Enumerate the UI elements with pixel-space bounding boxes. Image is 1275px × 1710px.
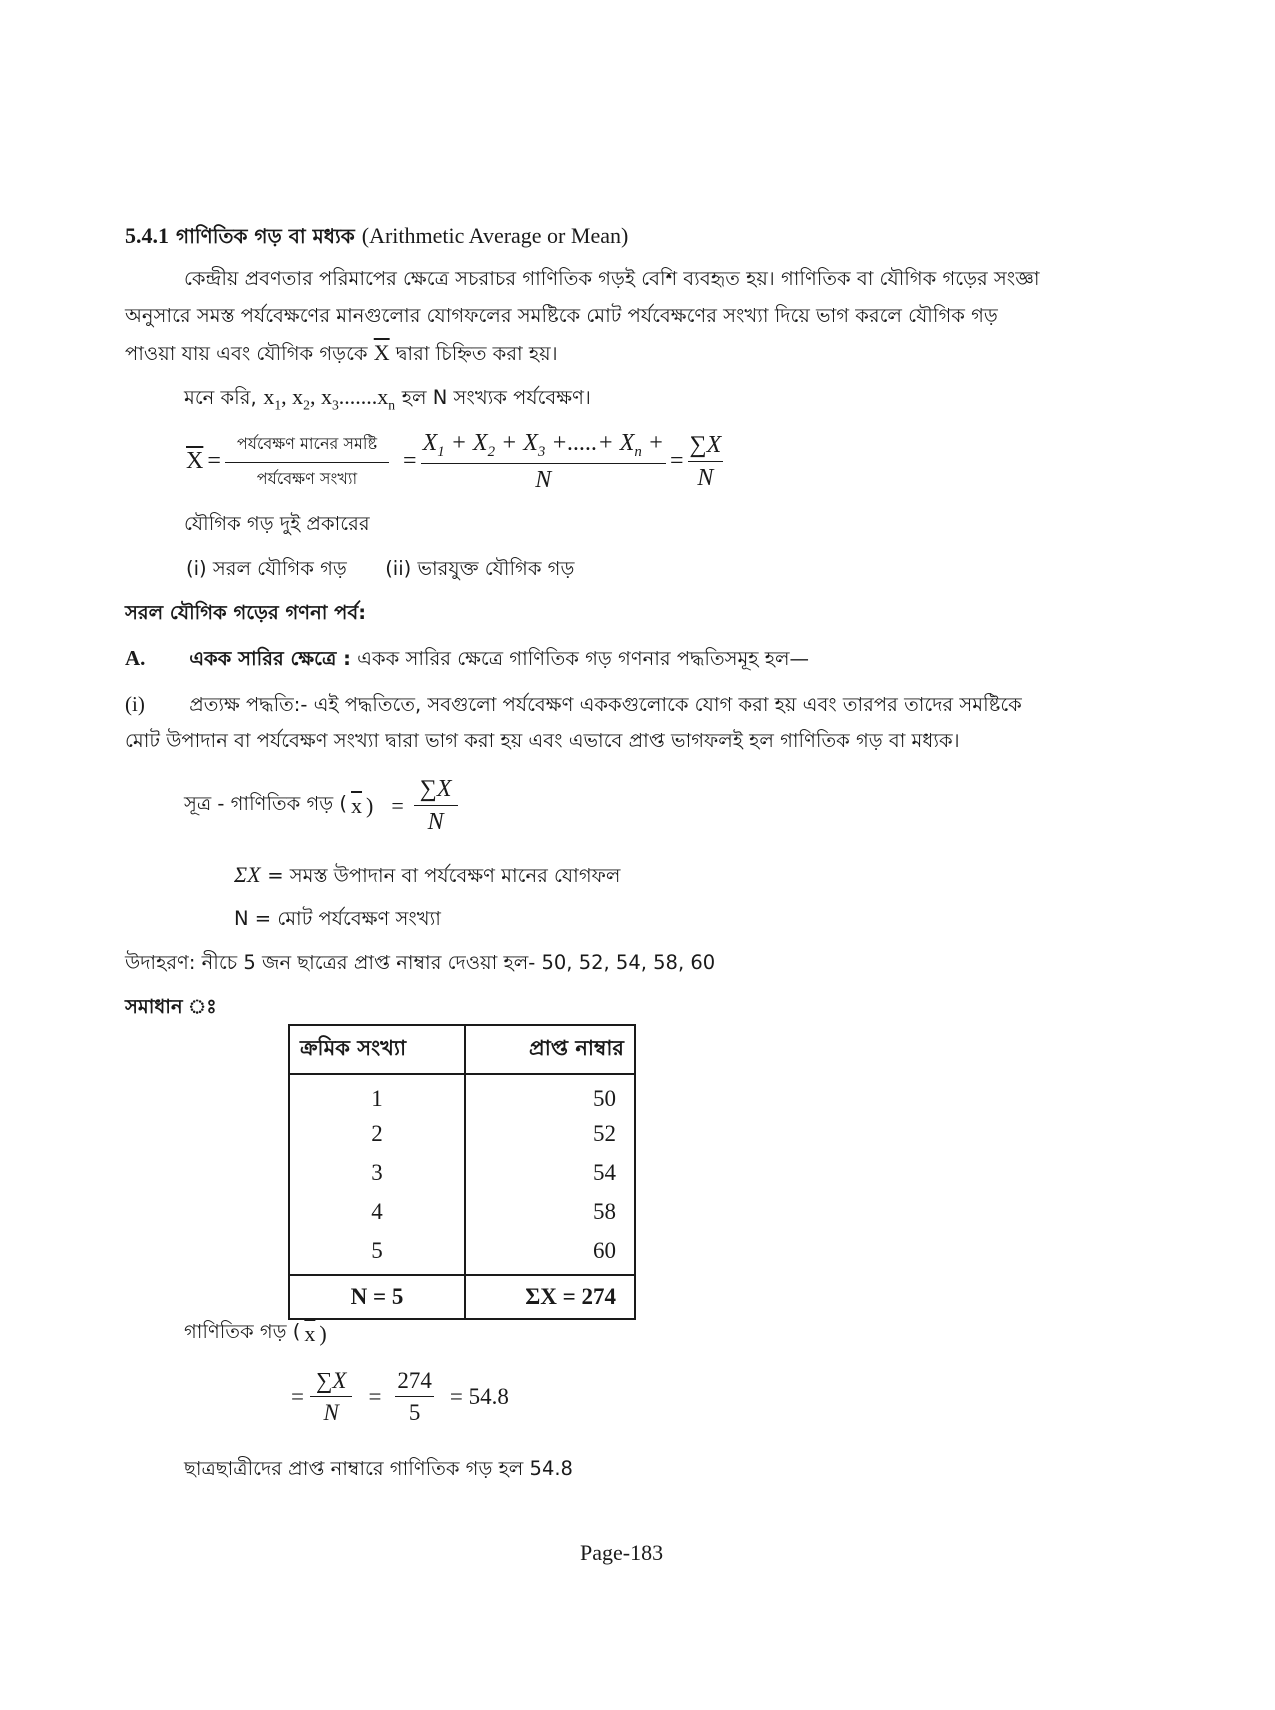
formula1-sigma-numerator: ∑X xyxy=(688,432,724,462)
table-cell-marks: 50 xyxy=(593,1085,616,1111)
formula2-close: ) xyxy=(366,793,374,818)
mean-sigma-numerator: ∑X xyxy=(310,1368,352,1397)
table-cell-serial: 3 xyxy=(289,1153,465,1192)
item-i-text-1: প্রত্যক্ষ পদ্ধতি:- এই পদ্ধতিতে, সবগুলো পর্যবেক্ষণ এককগুলোকে যোগ করা হয় এবং তারপর তাদের সমষ্টিকে xyxy=(189,693,1022,716)
formula2-label: সূত্র - গাণিতিক গড় ( xyxy=(184,792,348,815)
item-i-line-1 xyxy=(125,686,1022,723)
formula1-denominator: পর্যবেক্ষণ সংখ্যা xyxy=(256,468,358,488)
mean-value-denominator: 5 xyxy=(408,1400,421,1425)
formula1-numerator: পর্যবেক্ষণ মানের সমষ্টি xyxy=(225,431,389,463)
intro-line-3 xyxy=(125,334,558,372)
xbar-symbol: $\overline{X}$ xyxy=(373,340,390,365)
formula1-fraction-sigma xyxy=(688,432,724,492)
table-cell-marks: 58 xyxy=(593,1198,616,1224)
types-heading: যৌগিক গড় দুই প্রকারের xyxy=(184,512,370,535)
type-simple: (i) সরল যৌগিক গড় xyxy=(186,557,347,580)
table-cell-serial: 4 xyxy=(289,1192,465,1231)
intro-line-3-b: দ্বারা চিহ্নিত করা হয়। xyxy=(395,342,558,365)
def-n: N = মোট পর্যবেক্ষণ সংখ্যা xyxy=(234,907,441,930)
formula-mean: সূত্র - গাণিতিক গড় ( $\overline{x}$ ) = $\frac{\sum X}{N}$ xyxy=(184,776,458,836)
table-header-row xyxy=(289,1025,635,1074)
mean-value-numerator: 274 xyxy=(395,1368,434,1397)
intro-line-3-a: পাওয়া যায় এবং যৌগিক গড়কে xyxy=(125,342,368,365)
table-row xyxy=(289,1192,635,1231)
item-a-label: A. xyxy=(125,646,146,670)
table-cell-marks: 60 xyxy=(593,1237,616,1263)
section-title-en: (Arithmetic Average or Mean) xyxy=(361,223,629,248)
section-title-bn: গাণিতিক গড় বা মধ্যক xyxy=(176,224,355,248)
assume-sequence: $x_1$, $x_2$, $x_3.......x_n$ xyxy=(263,384,396,413)
table-cell-serial: 2 xyxy=(289,1114,465,1153)
mean-fraction-values xyxy=(395,1368,434,1426)
intro-line-1: কেন্দ্রীয় প্রবণতার পরিমাপের ক্ষেত্রে সচরাচর গাণিতিক গড়ই বেশি ব্যবহৃত হয়। গাণিতিক বা যৌগিক গড়ের সংজ্ঞা xyxy=(184,267,1040,290)
formula-mean-definition: $\overline{X}$ = $\frac{\text{পর্যবেক্ষণ মানের সমষ্টি}}{\text{পর্যবেক্ষণ সংখ্যা}}$ = $\frac{X_1 + X_2 + X_3 +.....+ X_n +}{N}$ = $\frac{\sum X}{N}$ xyxy=(186,430,722,493)
mean-result: = 54.8 xyxy=(449,1384,509,1409)
formula1-lhs: $\overline{X}$ xyxy=(186,448,204,475)
table-row xyxy=(289,1074,635,1114)
table-total-n: N = 5 xyxy=(289,1275,465,1319)
assume-prefix: মনে করি, xyxy=(184,386,257,409)
formula2-numerator: ∑X xyxy=(414,776,458,806)
table-cell-serial: 1 xyxy=(289,1074,465,1114)
def-sumx xyxy=(234,856,620,894)
def-sumx-text: = সমস্ত উপাদান বা পর্যবেক্ষণ মানের যোগফল xyxy=(267,864,621,887)
formula1-fraction-sum xyxy=(421,430,666,494)
types-list xyxy=(186,550,574,587)
formula1-sum-numerator: $X_1 + X_2 + X_3$ +.....+ $X_n$ + xyxy=(421,430,666,464)
mean-sigma-denominator: N xyxy=(323,1400,339,1425)
item-a-bold: একক সারির ক্ষেত্রে : xyxy=(189,647,351,670)
table-row xyxy=(289,1231,635,1275)
marks-table xyxy=(288,1024,636,1320)
mean-label-close: ) xyxy=(319,1321,327,1346)
mean-label xyxy=(184,1318,327,1350)
mean-calculation: = $\frac{\sum X}{N}$ = $\frac{274}{5}$ = 54.8 xyxy=(291,1368,509,1425)
formula2-xbar: $\overline{x}$ xyxy=(351,793,363,818)
table-total-row xyxy=(289,1275,635,1319)
formula1-sigma-denominator: N xyxy=(697,464,714,491)
solution-label: সমাধান ঃ xyxy=(125,995,217,1018)
table-total-sum: ΣX = 274 xyxy=(525,1284,616,1309)
item-i-label: (i) xyxy=(125,692,145,716)
table-row xyxy=(289,1114,635,1153)
example-line: উদাহরণ: নীচে 5 জন ছাত্রের প্রাপ্ত নাম্বার দেওয়া হল- 50, 52, 54, 58, 60 xyxy=(125,951,716,974)
section-number: 5.4.1 xyxy=(125,223,169,248)
formula2-denominator: N xyxy=(427,809,444,835)
conclusion-line: ছাত্রছাত্রীদের প্রাপ্ত নাম্বারে গাণিতিক গড় হল 54.8 xyxy=(184,1457,573,1480)
item-a xyxy=(125,640,809,677)
assume-line xyxy=(184,378,591,423)
mean-label-xbar: $\overline{x}$ xyxy=(304,1321,316,1346)
table-cell-marks: 54 xyxy=(593,1159,616,1185)
formula1-sum-denominator: N xyxy=(535,466,552,493)
assume-suffix: হল N সংখ্যক পর্যবেক্ষণ। xyxy=(401,386,591,409)
table-row xyxy=(289,1153,635,1192)
formula2-fraction xyxy=(414,776,458,836)
table-cell-serial: 5 xyxy=(289,1231,465,1275)
page-number: Page-183 xyxy=(580,1540,664,1565)
formula1-fraction-bn xyxy=(225,431,389,493)
section-heading xyxy=(125,222,628,255)
table-cell-marks: 52 xyxy=(593,1120,616,1146)
table-header-serial: ক্রমিক সংখ্যা xyxy=(289,1025,465,1074)
table-header-marks: প্রাপ্ত নাম্বার xyxy=(529,1036,624,1060)
mean-label-text: গাণিতিক গড় ( xyxy=(184,1320,301,1343)
calc-heading: সরল যৌগিক গড়ের গণনা পর্ব: xyxy=(125,601,367,624)
def-sumx-symbol: ΣX xyxy=(234,862,261,887)
item-a-text: একক সারির ক্ষেত্রে গাণিতিক গড় গণনার পদ্ধতিসমূহ হল— xyxy=(357,647,810,670)
mean-fraction-sigma xyxy=(310,1368,352,1426)
type-weighted: (ii) ভারযুক্ত যৌগিক গড় xyxy=(385,557,575,580)
item-i-line-2: মোট উপাদান বা পর্যবেক্ষণ সংখ্যা দ্বারা ভাগ করা হয় এবং এভাবে প্রাপ্ত ভাগফলই হল গাণিতিক গড় বা মধ্যক। xyxy=(125,729,960,752)
intro-line-2: অনুসারে সমস্ত পর্যবেক্ষণের মানগুলোর যোগফলের সমষ্টিকে মোট পর্যবেক্ষণের সংখ্যা দিয়ে ভাগ করলে যৌগিক গড় xyxy=(125,304,998,327)
